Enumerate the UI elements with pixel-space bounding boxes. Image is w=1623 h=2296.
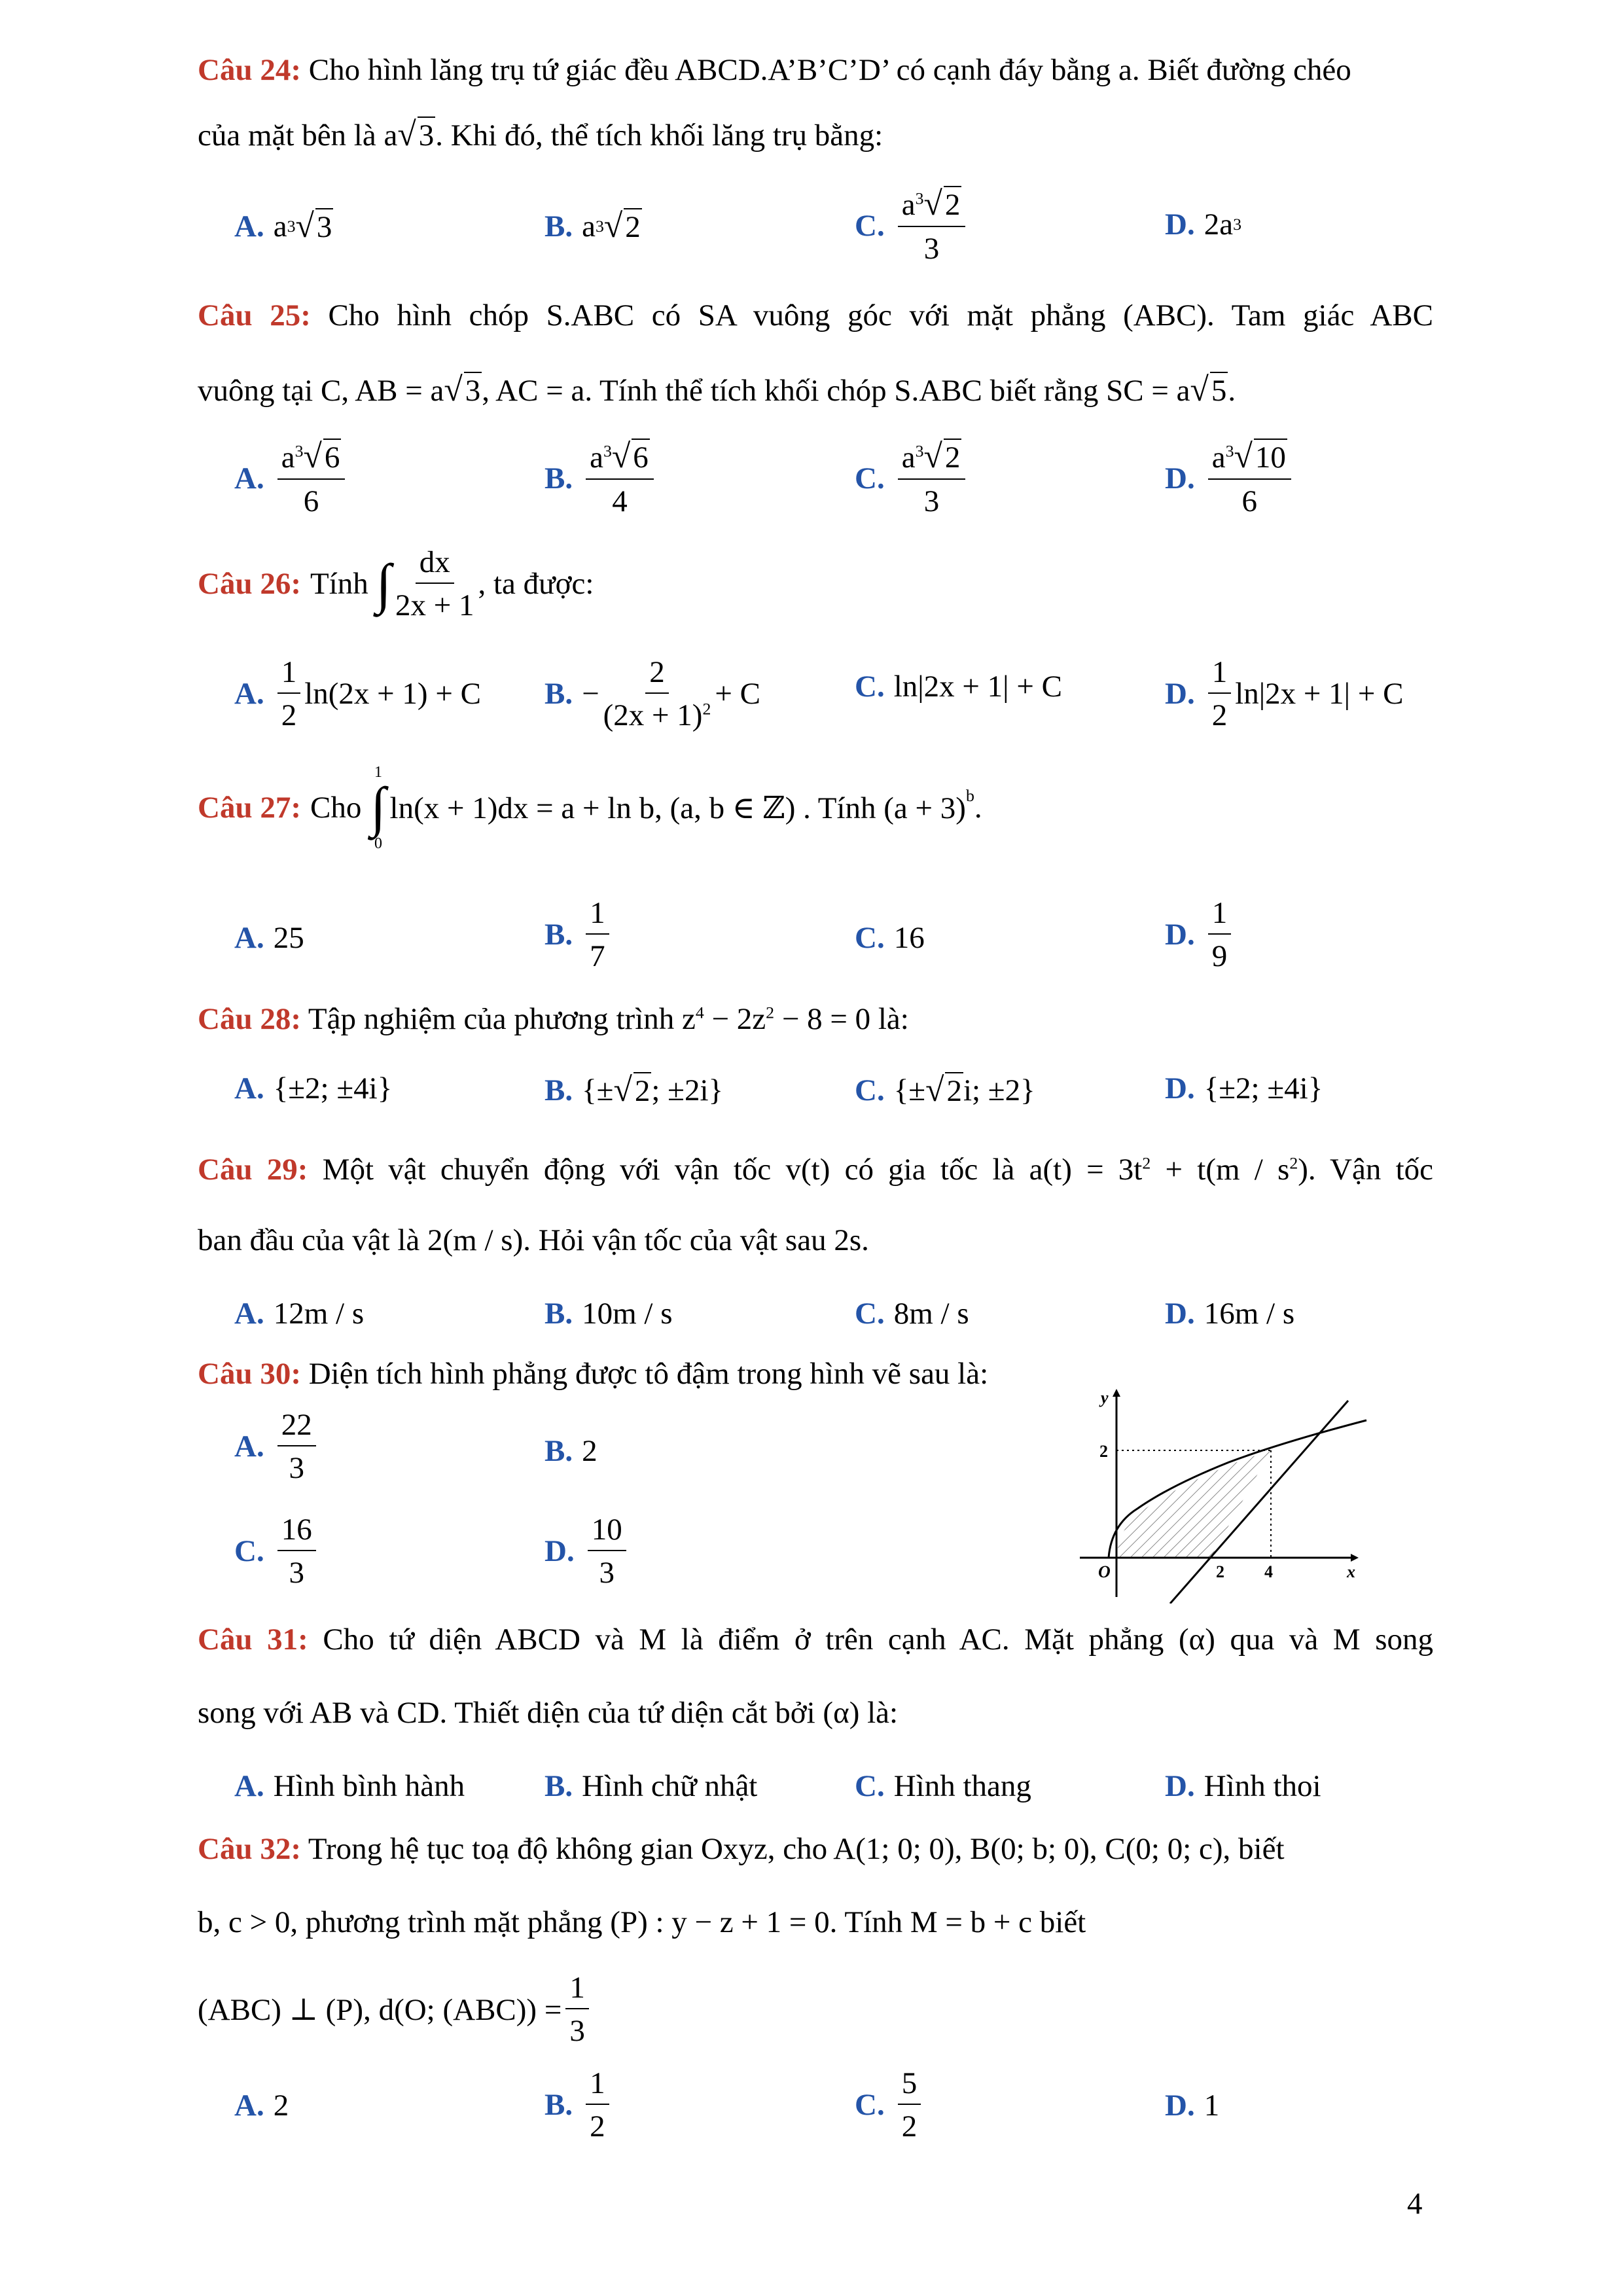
q25-option-d[interactable] xyxy=(1165,437,1295,519)
option-letter: D. xyxy=(1165,1071,1195,1105)
option-letter: B. xyxy=(544,1073,573,1107)
numerator: 1 xyxy=(586,895,609,935)
option-letter: B. xyxy=(544,1434,573,1468)
q29-option-a[interactable] xyxy=(234,1296,364,1331)
fraction xyxy=(588,1512,626,1590)
expression: ln(2x + 1) + C xyxy=(304,677,481,711)
exponent: 2 xyxy=(766,1003,775,1022)
denominator: 3 xyxy=(289,1451,304,1485)
q24-text1: Cho hình lăng trụ tứ giác đều ABCD.A’B’C’D’ có cạnh đáy bằng a. Biết đường chéo xyxy=(308,53,1351,87)
fraction xyxy=(277,437,346,519)
q27-line1 xyxy=(198,764,982,852)
denominator: 7 xyxy=(590,939,605,973)
q26-post: , ta được: xyxy=(478,567,594,601)
exponent: 4 xyxy=(695,1003,704,1022)
denominator: 4 xyxy=(612,484,628,518)
q29-line2: ban đầu của vật là 2(m / s). Hỏi vận tốc của vật sau 2s. xyxy=(198,1223,869,1257)
q32-line1 xyxy=(198,1831,1285,1867)
fraction xyxy=(565,1970,589,2049)
sqrt-sign: √ xyxy=(303,438,322,475)
q30-option-a[interactable] xyxy=(234,1407,320,1486)
answer: Hình bình hành xyxy=(273,1769,465,1803)
q31-option-c[interactable] xyxy=(855,1768,1031,1804)
q31-option-b[interactable] xyxy=(544,1768,757,1804)
option-letter: A. xyxy=(234,1071,264,1105)
option-letter: D. xyxy=(1165,1769,1195,1803)
q25-label: Câu 25: xyxy=(198,298,311,332)
denominator: 2 xyxy=(1211,698,1228,732)
q27-option-d[interactable] xyxy=(1165,895,1235,974)
numerator: dx xyxy=(416,545,454,584)
denominator: 3 xyxy=(599,1556,615,1590)
denominator xyxy=(603,694,711,733)
base: a xyxy=(901,440,916,475)
q25-text1: Cho hình chóp S.ABC có SA vuông góc với mặt phẳng (ABC). Tam giác ABC xyxy=(328,298,1433,332)
answer: Hình thang xyxy=(893,1769,1031,1803)
q31-option-d[interactable] xyxy=(1165,1768,1321,1804)
q32-label: Câu 32: xyxy=(198,1832,301,1866)
denominator: 6 xyxy=(1241,484,1258,518)
q32-text3: (ABC) ⊥ (P), d(O; (ABC)) = xyxy=(198,1992,562,2027)
numerator xyxy=(586,437,654,480)
q24-line2 xyxy=(198,115,883,154)
option-letter: A. xyxy=(234,2089,264,2123)
option-letter: C. xyxy=(855,1297,885,1331)
q25-line2 xyxy=(198,370,1236,409)
denominator: 2x + 1 xyxy=(395,588,474,622)
q29-label: Câu 29: xyxy=(198,1153,308,1187)
shaded-region-fill xyxy=(1116,1450,1271,1558)
q28-text1: Tập nghiệm của phương trình z xyxy=(308,1002,696,1036)
q31-line1 xyxy=(198,1622,1433,1657)
radicand: 6 xyxy=(632,439,650,475)
q30-option-b[interactable] xyxy=(544,1433,597,1469)
answer-part: {± xyxy=(893,1073,926,1107)
fraction xyxy=(1208,437,1291,519)
base: a xyxy=(281,440,295,475)
answer: 2 xyxy=(582,1434,597,1468)
option-letter: C. xyxy=(855,670,885,704)
option-letter: C. xyxy=(855,208,885,243)
x-axis-arrow xyxy=(1351,1554,1359,1562)
q25-text2a: vuông tại C, AB = a xyxy=(198,374,444,408)
q26-option-c[interactable] xyxy=(855,669,1062,704)
denominator: 3 xyxy=(569,2014,585,2048)
q24-radicand: 3 xyxy=(418,117,436,153)
q28-label: Câu 28: xyxy=(198,1002,301,1036)
option-letter: B. xyxy=(544,1769,573,1803)
option-letter: C. xyxy=(234,1534,264,1568)
q30-line1 xyxy=(198,1356,988,1391)
q26-option-a[interactable] xyxy=(234,655,481,733)
radicand: 10 xyxy=(1254,439,1287,475)
answer: {±2; ±4i} xyxy=(273,1071,393,1105)
fraction xyxy=(898,185,966,266)
lower-limit: 0 xyxy=(374,834,382,852)
numerator: 16 xyxy=(277,1512,316,1551)
option-letter: B. xyxy=(544,677,573,711)
q32-option-b[interactable] xyxy=(544,2066,613,2144)
exponent: 3 xyxy=(1225,441,1234,461)
option-letter: A. xyxy=(234,1297,264,1331)
numerator xyxy=(1208,437,1291,480)
option-letter: A. xyxy=(234,677,264,711)
sqrt-sign: √ xyxy=(397,116,416,153)
expression: + C xyxy=(715,677,760,711)
numerator: 1 xyxy=(1208,655,1232,694)
q26-line1 xyxy=(198,545,594,623)
numerator: 22 xyxy=(277,1407,316,1446)
q29-text1a: Một vật chuyển động với vận tốc v(t) có gia tốc là a(t) = 3t xyxy=(322,1153,1143,1187)
denominator: 2 xyxy=(901,2109,918,2144)
fraction xyxy=(277,1512,316,1590)
q26-label: Câu 26: xyxy=(198,567,301,601)
q30-option-d[interactable] xyxy=(544,1512,630,1590)
exponent: 3 xyxy=(915,441,924,461)
denominator: 3 xyxy=(923,484,940,518)
option-letter: A. xyxy=(234,209,264,243)
option-letter: D. xyxy=(1165,1297,1195,1331)
numerator: 1 xyxy=(277,655,301,694)
q26-option-d[interactable] xyxy=(1165,655,1403,733)
fraction xyxy=(1208,655,1232,733)
q29-text1b: + t(m / s xyxy=(1150,1153,1290,1187)
q31-line2: song với AB và CD. Thiết diện của tứ diện cắt bởi (α) là: xyxy=(198,1696,899,1730)
option-letter: D. xyxy=(1165,2089,1195,2123)
radicand: 6 xyxy=(323,439,342,475)
q24-label: Câu 24: xyxy=(198,53,301,87)
q32-option-a[interactable] xyxy=(234,2088,289,2123)
fraction xyxy=(277,655,301,733)
exponent: 3 xyxy=(595,216,604,236)
numerator: 1 xyxy=(565,1970,589,2009)
q27-label: Câu 27: xyxy=(198,791,301,825)
numerator: 1 xyxy=(586,2066,609,2105)
answer: 12m / s xyxy=(273,1297,365,1331)
base: a xyxy=(273,209,287,243)
q25-text2c: , AC = a. Tính thể tích khối chóp S.ABC biết rằng SC = a xyxy=(482,374,1190,408)
option-letter: B. xyxy=(544,461,573,495)
base: 2a xyxy=(1204,207,1234,242)
base: a xyxy=(901,188,916,222)
base: a xyxy=(1211,440,1226,475)
numerator xyxy=(898,185,966,227)
sqrt-sign: √ xyxy=(923,438,942,475)
q29-option-d[interactable] xyxy=(1165,1296,1294,1331)
denominator: 3 xyxy=(923,232,940,266)
q25-option-c[interactable] xyxy=(855,437,969,519)
x-tick-label-4: 4 xyxy=(1264,1562,1273,1581)
fraction xyxy=(586,2066,609,2144)
exponent: 3 xyxy=(294,441,304,461)
q24-text2c: . Khi đó, thể tích khối lăng trụ bằng: xyxy=(435,118,883,152)
exponent: 3 xyxy=(287,216,296,236)
fraction xyxy=(395,545,474,623)
q30-option-c[interactable] xyxy=(234,1512,320,1590)
option-letter: D. xyxy=(544,1534,575,1568)
exponent: b xyxy=(965,786,974,806)
x-tick-label-2: 2 xyxy=(1216,1562,1224,1581)
sqrt-sign: √ xyxy=(613,1071,632,1109)
area-graph xyxy=(1073,1381,1368,1604)
q24-option-b[interactable] xyxy=(544,207,642,245)
sign: − xyxy=(582,677,599,711)
exponent: 2 xyxy=(1289,1153,1298,1173)
sqrt-sign: √ xyxy=(923,185,942,223)
radicand: 2 xyxy=(944,186,962,223)
q26-pre: Tính xyxy=(310,567,368,601)
option-letter: B. xyxy=(544,209,573,243)
definite-integral xyxy=(370,764,385,852)
denominator: 9 xyxy=(1211,939,1228,973)
q32-option-d[interactable] xyxy=(1165,2088,1219,2123)
q25-text2e: . xyxy=(1228,374,1236,408)
answer: {±2; ±4i} xyxy=(1204,1071,1323,1105)
q28-text3: − 8 = 0 là: xyxy=(774,1002,909,1036)
option-letter: B. xyxy=(544,2088,573,2122)
numerator: 1 xyxy=(1208,895,1232,935)
option-letter: D. xyxy=(1165,207,1195,242)
y-tick-label: 2 xyxy=(1099,1442,1108,1461)
fraction xyxy=(586,895,609,974)
q24-line1 xyxy=(198,52,1351,88)
exponent: 3 xyxy=(1233,215,1241,234)
q28-line1 xyxy=(198,1001,909,1037)
q25-line1 xyxy=(198,298,1433,333)
answer-part: ; ±2i} xyxy=(651,1073,724,1107)
exponent: 3 xyxy=(915,188,924,208)
option-letter: A. xyxy=(234,461,264,495)
q27-expression: ln(x + 1)dx = a + ln b, (a, b ∈ ℤ) . Tính (a + 3) xyxy=(389,791,966,825)
q31-label: Câu 31: xyxy=(198,1623,308,1657)
exponent: 3 xyxy=(603,441,612,461)
q27-end: . xyxy=(974,791,982,825)
fraction xyxy=(603,655,711,733)
numerator: 10 xyxy=(588,1512,626,1551)
x-axis-label: x xyxy=(1347,1562,1355,1581)
radicand: 2 xyxy=(633,1072,652,1109)
answer: 25 xyxy=(273,921,304,955)
sqrt-sign: √ xyxy=(444,371,463,408)
sqrt-sign: √ xyxy=(925,1071,944,1109)
q29-option-b[interactable] xyxy=(544,1296,673,1331)
fraction xyxy=(898,437,966,519)
integral-sign: ∫ xyxy=(376,553,391,615)
denominator: 2 xyxy=(281,698,297,732)
sqrt-sign: √ xyxy=(295,207,314,245)
q24-option-a[interactable] xyxy=(234,207,333,245)
base: a xyxy=(590,440,603,475)
answer: 16 xyxy=(893,921,925,955)
q25-option-a[interactable] xyxy=(234,437,349,519)
q32-text1: Trong hệ tục toạ độ không gian Oxyz, cho A(1; 0; 0), B(0; b; 0), C(0; 0; c), biết xyxy=(308,1832,1285,1866)
sqrt-sign: √ xyxy=(611,438,631,475)
option-letter: A. xyxy=(234,1429,264,1463)
denominator: 2 xyxy=(590,2109,605,2144)
q30-label: Câu 30: xyxy=(198,1357,301,1391)
y-axis-arrow xyxy=(1113,1389,1120,1397)
q24-text2a: của mặt bên là a xyxy=(198,118,398,152)
answer: 8m / s xyxy=(893,1297,969,1331)
expression: ln|2x + 1| + C xyxy=(893,670,1062,704)
numerator xyxy=(898,437,966,480)
radicand: 2 xyxy=(945,1072,963,1109)
radicand: 3 xyxy=(315,208,334,245)
q24-option-d[interactable] xyxy=(1165,207,1241,242)
radicand: 3 xyxy=(464,372,482,408)
option-letter: C. xyxy=(855,461,885,495)
answer: Hình thoi xyxy=(1204,1769,1321,1803)
sqrt-sign: √ xyxy=(603,207,623,245)
answer: 10m / s xyxy=(582,1297,673,1331)
radicand: 2 xyxy=(944,439,962,475)
q28-option-d[interactable] xyxy=(1165,1071,1323,1106)
option-letter: C. xyxy=(855,2088,885,2122)
option-letter: C. xyxy=(855,1073,885,1107)
answer: 16m / s xyxy=(1204,1297,1295,1331)
numerator xyxy=(277,437,346,480)
option-letter: D. xyxy=(1165,677,1195,711)
answer-part: {± xyxy=(582,1073,614,1107)
q27-option-a[interactable] xyxy=(234,920,304,956)
q30-text: Diện tích hình phẳng được tô đậm trong hình vẽ sau là: xyxy=(308,1357,989,1391)
fraction xyxy=(1208,895,1232,974)
option-letter: D. xyxy=(1165,461,1195,495)
denominator-base: (2x + 1) xyxy=(603,698,703,732)
option-letter: B. xyxy=(544,918,573,952)
expression: ln|2x + 1| + C xyxy=(1235,677,1404,711)
radicand: 2 xyxy=(624,208,642,245)
q29-line1 xyxy=(198,1152,1433,1187)
q32-line3 xyxy=(198,1970,593,2049)
denominator: 3 xyxy=(289,1556,304,1590)
q32-line2: b, c > 0, phương trình mặt phẳng (P) : y − z + 1 = 0. Tính M = b + c biết xyxy=(198,1905,1086,1939)
q31-option-a[interactable] xyxy=(234,1768,465,1804)
q27-option-c[interactable] xyxy=(855,920,925,956)
q31-text1: Cho tứ diện ABCD và M là điểm ở trên cạnh AC. Mặt phẳng (α) qua và M song xyxy=(323,1623,1433,1657)
q29-option-c[interactable] xyxy=(855,1296,969,1331)
q28-option-a[interactable] xyxy=(234,1071,392,1106)
q28-option-c[interactable] xyxy=(855,1071,1035,1109)
origin-label: O xyxy=(1098,1562,1111,1581)
answer: 1 xyxy=(1204,2089,1220,2123)
option-letter: B. xyxy=(544,1297,573,1331)
page-number: 4 xyxy=(1407,2187,1423,2221)
q29-text1c: ). Vận tốc xyxy=(1298,1153,1433,1187)
fraction xyxy=(898,2066,921,2144)
q27-pre: Cho xyxy=(310,791,362,825)
numerator: 5 xyxy=(898,2066,921,2105)
denominator: 6 xyxy=(303,484,319,518)
option-letter: C. xyxy=(855,1769,885,1803)
q24-option-c[interactable] xyxy=(855,185,969,266)
sqrt-sign: √ xyxy=(1190,371,1209,408)
fraction xyxy=(586,437,654,519)
q25-option-b[interactable] xyxy=(544,437,658,519)
fraction xyxy=(277,1407,316,1486)
answer: Hình chữ nhật xyxy=(582,1769,758,1803)
option-letter: D. xyxy=(1165,918,1195,952)
y-axis-label: y xyxy=(1101,1388,1109,1407)
sqrt-sign: √ xyxy=(1234,438,1253,475)
exponent: 2 xyxy=(1142,1153,1151,1173)
answer: 2 xyxy=(273,2089,289,2123)
q28-option-b[interactable] xyxy=(544,1071,723,1109)
q27-option-b[interactable] xyxy=(544,895,613,974)
exponent: 2 xyxy=(702,699,711,719)
base: a xyxy=(582,209,596,243)
answer-part: i; ±2} xyxy=(963,1073,1035,1107)
option-letter: C. xyxy=(855,921,885,955)
option-letter: A. xyxy=(234,1769,264,1803)
q28-text2: − 2z xyxy=(704,1002,766,1036)
upper-limit: 1 xyxy=(374,764,382,781)
q26-option-b[interactable] xyxy=(544,655,760,733)
numerator: 2 xyxy=(645,655,669,694)
q32-option-c[interactable] xyxy=(855,2066,925,2144)
radicand: 5 xyxy=(1210,372,1228,408)
option-letter: A. xyxy=(234,921,264,955)
integral-sign: ∫ xyxy=(370,777,386,838)
